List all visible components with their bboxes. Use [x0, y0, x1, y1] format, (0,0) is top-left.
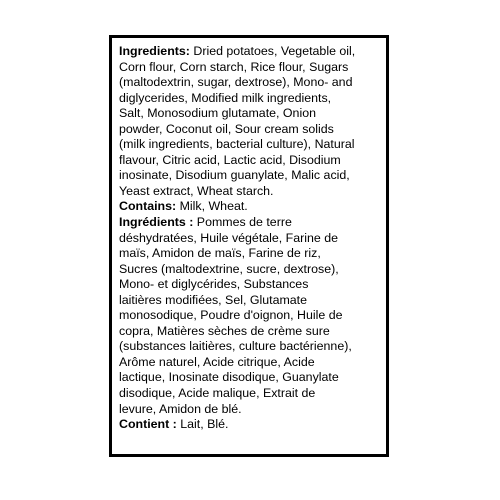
french-contains-paragraph	[119, 417, 380, 433]
english-ingredients-paragraph	[119, 44, 380, 199]
french-ingredients-list: Pommes de terre déshydratées, Huile végétale, Farine de maïs, Amidon de maïs, Farine de riz, Sucres (maltodextrine, sucre, dextrose), Mono- et diglycérides, Substances laitières modifiées, Sel, Glutamate monosodique, Poudre d'oignon, Huile de copra, Matières sèches de crème sure (substances laitières, culture bactérienne), Arôme naturel, Acide citrique, Acide lactique, Inosinate disodique, Guanylate disodique, Acide malique, Extrait de levure, Amidon de blé.	[119, 215, 352, 416]
ingredients-label-panel	[109, 35, 389, 457]
english-allergens-list: Milk, Wheat.	[176, 199, 248, 214]
english-ingredients-heading: Ingredients:	[119, 44, 190, 58]
french-ingredients-heading: Ingrédients :	[119, 215, 194, 230]
french-ingredients-paragraph	[119, 215, 380, 417]
french-allergens-list: Lait, Blé.	[176, 417, 229, 432]
english-ingredients-list: Dried potatoes, Vegetable oil, Corn flour, Corn starch, Rice flour, Sugars (maltodextrin, sugar, dextrose), Mono- and diglycerides, Modified milk ingredients, Salt, Monosodium glutamate, Onion powder, Coconut oil, Sour cream solids (milk ingredients, bacterial culture), Natural flavour, Citric acid, Lactic acid, Disodium inosinate, Disodium guanylate, Malic acid, Yeast extract, Wheat starch.	[119, 44, 356, 198]
english-contains-heading: Contains:	[119, 199, 177, 214]
french-contains-heading: Contient :	[119, 417, 177, 432]
english-contains-paragraph	[119, 199, 380, 215]
